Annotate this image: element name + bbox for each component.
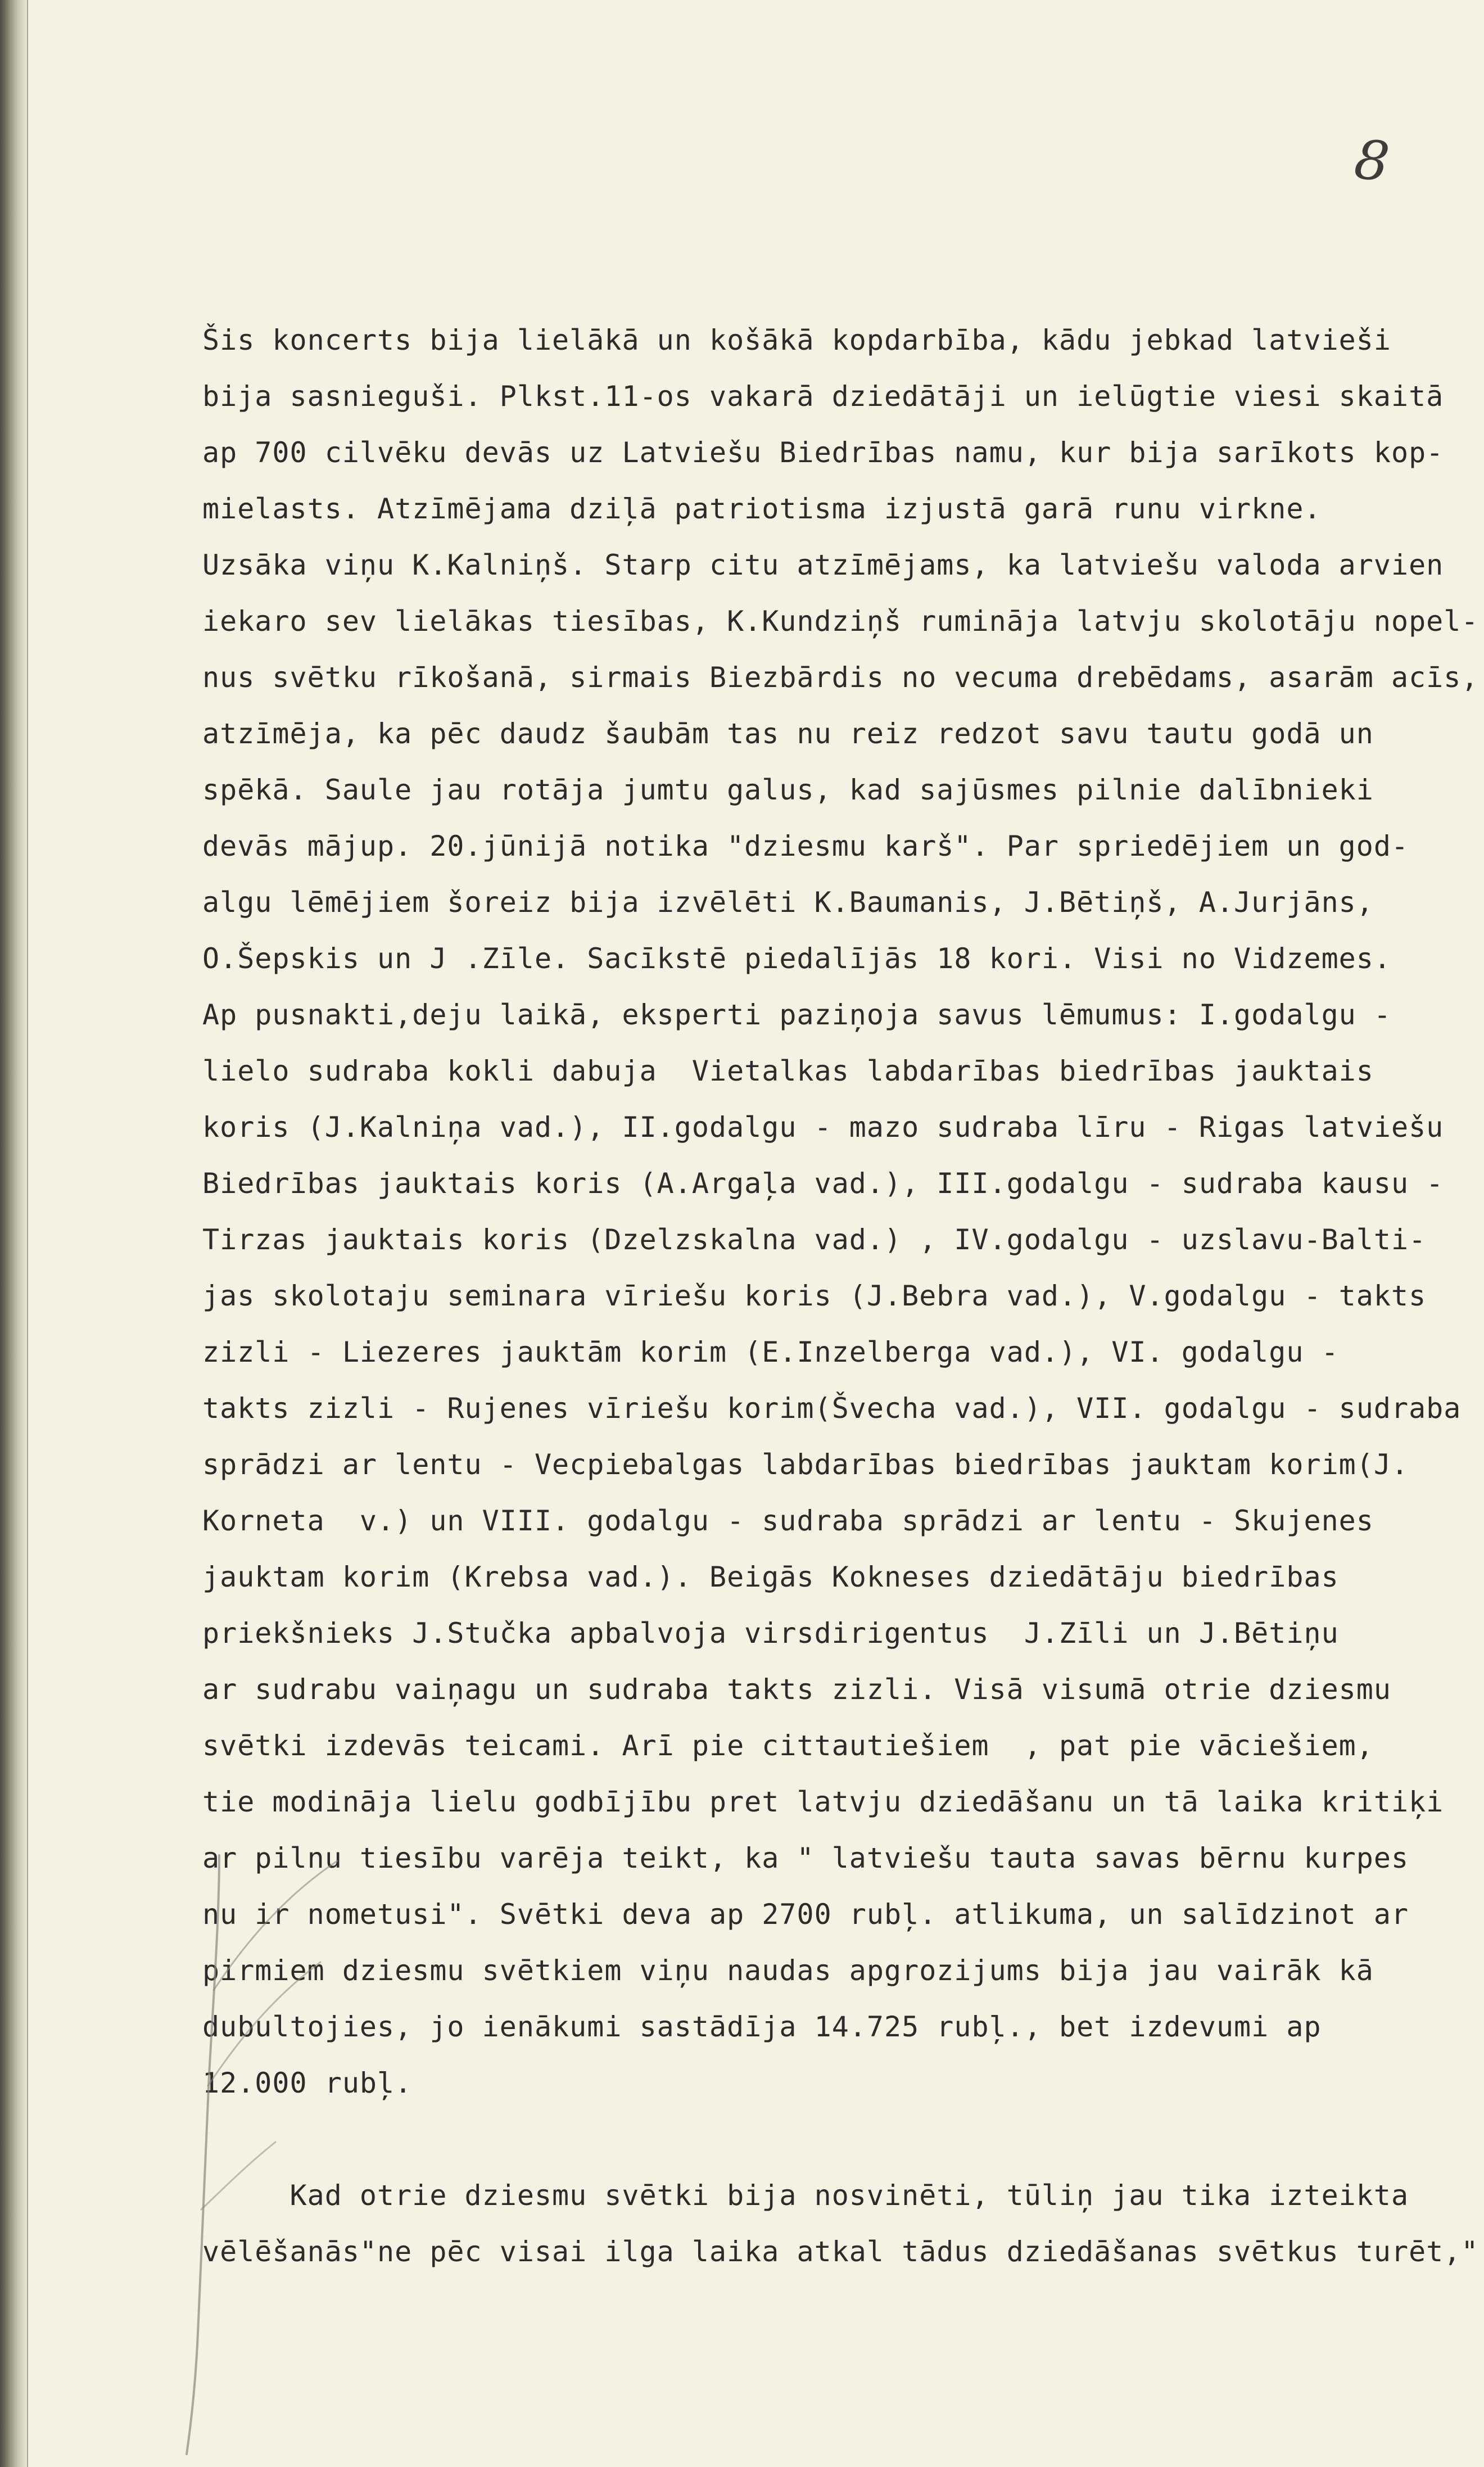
- text-line: nu ir nometusi". Svētki deva ap 2700 rubļ. atlikuma, un salīdzinot ar: [202, 1898, 1409, 1931]
- text-line: ap 700 cilvēku devās uz Latviešu Biedrības namu, kur bija sarīkots kop-: [202, 436, 1444, 469]
- text-line: ar sudrabu vaiņagu un sudraba takts zizli. Visā visumā otrie dziesmu: [202, 1673, 1391, 1706]
- text-line: Korneta v.) un VIII. godalgu - sudraba sprādzi ar lentu - Skujenes: [202, 1504, 1374, 1537]
- text-line: 12.000 rubļ.: [202, 2067, 413, 2099]
- text-line: dubultojies, jo ienākumi sastādīja 14.725 rubļ., bet izdevumi ap: [202, 2010, 1322, 2043]
- text-line: jauktam korim (Krebsa vad.). Beigās Kokneses dziedātāju biedrības: [202, 1561, 1339, 1593]
- text-line: spēkā. Saule jau rotāja jumtu galus, kad sajūsmes pilnie dalībnieki: [202, 774, 1374, 806]
- text-line: svētki izdevās teicami. Arī pie cittautiešiem , pat pie vāciešiem,: [202, 1729, 1374, 1762]
- text-line: [202, 2111, 1439, 2167]
- text-line: algu lēmējiem šoreiz bija izvēlēti K.Baumanis, J.Bētiņš, A.Jurjāns,: [202, 886, 1374, 919]
- text-line: Biedrības jauktais koris (A.Argaļa vad.), III.godalgu - sudraba kausu -: [202, 1167, 1444, 1200]
- text-line: nus svētku rīkošanā, sirmais Biezbārdis no vecuma drebēdams, asarām acīs,: [202, 661, 1479, 694]
- text-line: atzīmēja, ka pēc daudz šaubām tas nu reiz redzot savu tautu godā un: [202, 717, 1374, 750]
- text-line: iekaro sev lielākas tiesības, K.Kundziņš rumināja latvju skolotāju nopel-: [202, 605, 1479, 638]
- text-line: Uzsāka viņu K.Kalniņš. Starp citu atzīmējams, ka latviešu valoda arvien: [202, 549, 1444, 581]
- text-line: priekšnieks J.Stučka apbalvoja virsdirigentus J.Zīli un J.Bētiņu: [202, 1617, 1339, 1650]
- text-line: Šis koncerts bija lielākā un košākā kopdarbība, kādu jebkad latvieši: [202, 324, 1391, 356]
- text-line: mielasts. Atzīmējama dziļā patriotisma izjustā garā runu virkne.: [202, 493, 1322, 525]
- text-line: sprādzi ar lentu - Vecpiebalgas labdarības biedrības jauktam korim(J.: [202, 1448, 1409, 1481]
- text-line: tie modināja lielu godbījību pret latvju dziedāšanu un tā laika kritiķi: [202, 1786, 1444, 1818]
- pencil-annotation-mark: [135, 1850, 349, 2457]
- typewritten-text: [202, 312, 1479, 2280]
- text-line: koris (J.Kalniņa vad.), II.godalgu - mazo sudraba līru - Rigas latviešu: [202, 1111, 1444, 1144]
- text-line: O.Šepskis un J .Zīle. Sacīkstē piedalījās 18 kori. Visi no Vidzemes.: [202, 942, 1391, 975]
- binding-edge: [0, 0, 27, 2467]
- text-line: ar pilnu tiesību varēja teikt, ka " latviešu tauta savas bērnu kurpes: [202, 1842, 1409, 1874]
- handwritten-page-number: 8: [1351, 128, 1392, 194]
- text-line: jas skolotaju seminara vīriešu koris (J.Bebra vad.), V.godalgu - takts: [202, 1280, 1427, 1312]
- text-line: Ap pusnakti,deju laikā, eksperti paziņoja savus lēmumus: I.godalgu -: [202, 998, 1391, 1031]
- text-line: takts zizli - Rujenes vīriešu korim(Švecha vad.), VII. godalgu - sudraba: [202, 1392, 1462, 1425]
- text-line: pirmiem dziesmu svētkiem viņu naudas apgrozijums bija jau vairāk kā: [202, 1954, 1374, 1987]
- text-line: Kad otrie dziesmu svētki bija nosvinēti, tūliņ jau tika izteikta: [202, 2179, 1409, 2212]
- text-line: devās mājup. 20.jūnijā notika "dziesmu karš". Par spriedējiem un god-: [202, 830, 1409, 862]
- text-line: Tirzas jauktais koris (Dzelzskalna vad.) , IV.godalgu - uzslavu-Balti-: [202, 1223, 1427, 1256]
- text-line: vēlēšanās"ne pēc visai ilga laika atkal tādus dziedāšanas svētkus turēt,": [202, 2235, 1479, 2268]
- text-line: zizli - Liezeres jauktām korim (E.Inzelberga vad.), VI. godalgu -: [202, 1336, 1339, 1368]
- text-line: bija sasnieguši. Plkst.11-os vakarā dziedātāji un ielūgtie viesi skaitā: [202, 380, 1444, 413]
- text-line: lielo sudraba kokli dabuja Vietalkas labdarības biedrības jauktais: [202, 1055, 1374, 1087]
